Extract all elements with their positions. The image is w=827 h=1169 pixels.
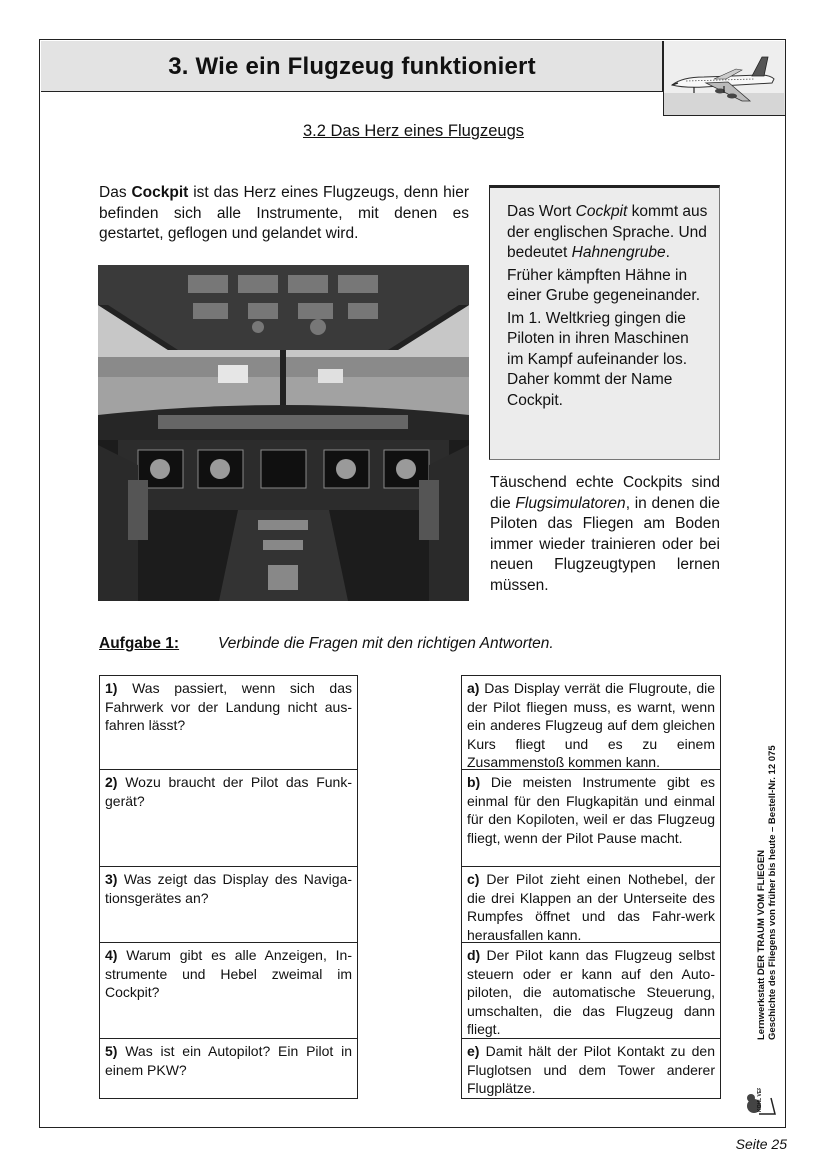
series-title: Lernwerkstatt DER TRAUM VOM FLIEGEN	[756, 849, 767, 1040]
answer-letter: a)	[467, 680, 480, 696]
info-paragraph-2: Früher kämpften Hähne in einer Grube gegeneinander.	[507, 266, 701, 304]
publisher-logo	[745, 1088, 777, 1118]
info-text: kommt aus der englischen Sprache. Und bedeutet	[507, 203, 708, 261]
info-paragraph-1	[507, 202, 709, 264]
svg-text:KOHL VERLAG: KOHL VERLAG	[757, 1088, 763, 1112]
info-italic-cockpit: Cockpit	[575, 203, 628, 220]
answer-box-c[interactable]	[461, 866, 721, 943]
answer-letter: e)	[467, 1043, 480, 1059]
question-box-2[interactable]	[99, 769, 358, 867]
question-box-4[interactable]	[99, 942, 358, 1039]
answer-box-d[interactable]	[461, 942, 721, 1039]
answer-letter: b)	[467, 774, 481, 790]
series-subtitle: Geschichte des Fliegens von früher bis heute – Bestell-Nr. 12 075	[767, 745, 778, 1040]
intro-text-end: ist das Herz eines Flugzeugs, denn hier befinden sich alle Instrumente, mit denen es gestartet, geflogen und gelandet wird.	[99, 184, 469, 242]
question-text: Was zeigt das Display des Naviga-tionsgerätes an?	[105, 871, 352, 906]
info-italic-hahnengrube: Hahnengrube	[571, 244, 666, 261]
sim-italic-flugsimulatoren: Flugsimulatoren	[515, 494, 626, 512]
answer-box-b[interactable]	[461, 769, 721, 867]
question-box-1[interactable]	[99, 675, 358, 770]
section-subtitle: 3.2 Das Herz eines Flugzeugs	[302, 122, 525, 140]
answer-letter: c)	[467, 871, 480, 887]
simulator-paragraph	[490, 473, 720, 596]
sim-text-end: , in denen die Piloten das Fliegen am Boden immer wieder trainieren oder bei neuen Flugzeugtypen lernen müssen.	[490, 494, 720, 594]
answer-text: Der Pilot kann das Flugzeug selbst steuern oder er kann auf den Auto-piloten, die automatische Steuerung, umschalten, die das Flugzeug dann fliegt.	[467, 947, 715, 1037]
question-number: 4)	[105, 947, 118, 963]
publisher-sidebar	[756, 745, 778, 1040]
answer-box-e[interactable]	[461, 1038, 721, 1099]
answer-text: Die meisten Instrumente gibt es einmal für den Flugkapitän und einmal für den Kopiloten, weil er das Flugzeug fliegt, wenn der Pilot Pause macht.	[467, 774, 715, 846]
page-title: 3. Wie ein Flugzeug funktioniert	[168, 53, 536, 80]
task-instruction: Verbinde die Fragen mit den richtigen Antworten.	[218, 635, 554, 652]
question-box-3[interactable]	[99, 866, 358, 943]
question-text: Wozu braucht der Pilot das Funk-gerät?	[105, 774, 352, 809]
question-number: 2)	[105, 774, 118, 790]
intro-keyword: Cockpit	[131, 184, 189, 201]
answer-letter: d)	[467, 947, 481, 963]
page-number: Seite 25	[735, 1136, 787, 1152]
info-text: Das Wort	[507, 203, 576, 220]
info-text: .	[665, 244, 670, 261]
question-box-5[interactable]	[99, 1038, 358, 1099]
airplane-photo	[663, 41, 785, 116]
intro-text-start: Das	[99, 184, 132, 201]
question-number: 1)	[105, 680, 118, 696]
sim-text-start: Täuschend echte Cockpits sind die	[490, 474, 720, 512]
intro-paragraph	[99, 183, 469, 245]
task-heading	[99, 635, 179, 653]
info-paragraph-3: Im 1. Weltkrieg gingen die Piloten in ihren Maschinen im Kampf aufeinander los. Daher kommt der Name Cockpit.	[507, 309, 689, 409]
info-box	[489, 185, 720, 460]
cockpit-photo	[98, 265, 469, 601]
task-label: Aufgabe 1:	[99, 635, 180, 652]
answer-box-a[interactable]	[461, 675, 721, 770]
question-text: Was ist ein Autopilot? Ein Pilot in einem PKW?	[105, 1043, 352, 1078]
question-text: Was passiert, wenn sich das Fahrwerk vor der Landung nicht aus-fahren lässt?	[105, 680, 352, 733]
question-number: 3)	[105, 871, 118, 887]
answer-text: Der Pilot zieht einen Nothebel, der die drei Klappen an der Unterseite des Rumpfes öffnet und das Fahr-werk herausfallen kann.	[467, 871, 715, 943]
question-number: 5)	[105, 1043, 118, 1059]
answer-text: Das Display verrät die Flugroute, die der Pilot fliegen muss, es warnt, wenn ein anderes Flugzeug auf dem gleichen Kurs fliegt und es zu einem Zusammenstoß kommen kann.	[467, 680, 715, 770]
answer-text: Damit hält der Pilot Kontakt zu den Fluglotsen und dem Tower anderer Flugplätze.	[467, 1043, 715, 1096]
question-text: Warum gibt es alle Anzeigen, In-strumente und Hebel zweimal im Cockpit?	[105, 947, 352, 1000]
